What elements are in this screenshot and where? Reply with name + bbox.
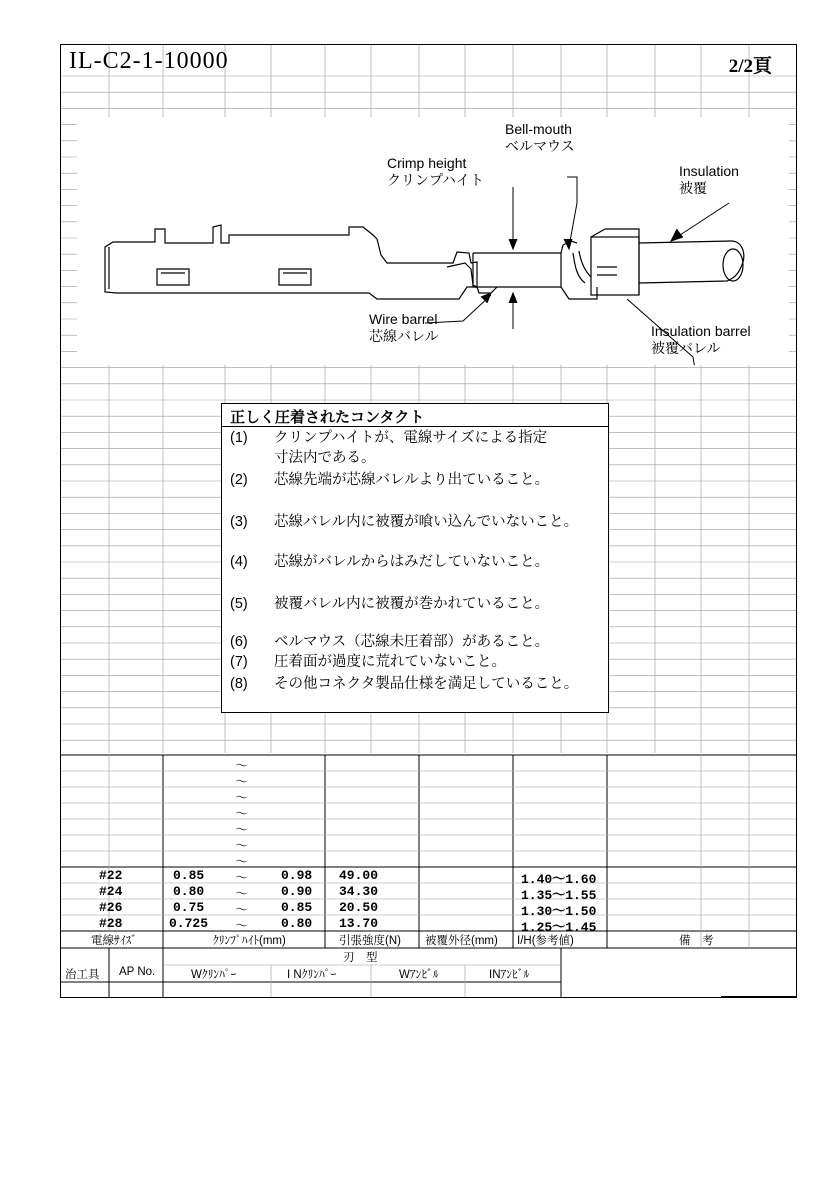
wire-size: #22	[99, 868, 123, 883]
range-tilde: ～	[235, 774, 249, 789]
ih-value: 1.25～1.45	[521, 920, 597, 935]
ih-value: 1.35～1.55	[521, 888, 597, 903]
blade-label: 刃 型	[343, 952, 378, 964]
criteria-num: (6)	[230, 634, 248, 650]
crimp-max: 0.98	[281, 868, 313, 883]
crimp-min: 0.75	[173, 900, 205, 915]
criteria-num: (5)	[230, 596, 248, 612]
footer-rule	[721, 996, 797, 997]
criteria-text: 芯線がバレルからはみだしていないこと。	[274, 554, 550, 570]
header-crimp-height: ｸﾘﾝﾌﾟﾊｲﾄ(mm)	[213, 935, 286, 947]
range-tilde: ～	[235, 806, 249, 821]
w-anvil-label: Wｱﾝﾋﾞﾙ	[399, 969, 439, 981]
document-sheet	[60, 44, 797, 998]
ih-value: 1.40～1.60	[521, 872, 597, 887]
criteria-divider	[222, 426, 608, 427]
insulation-barrel-ja: 被覆バレル	[651, 340, 721, 356]
criteria-text: 芯線先端が芯線バレルより出ていること。	[274, 472, 550, 488]
wire-size: #28	[99, 916, 123, 931]
range-tilde: ～	[235, 902, 249, 917]
range-tilde: ～	[235, 886, 249, 901]
criteria-box	[221, 403, 609, 713]
criteria-text: ベルマウス（芯線未圧着部）があること。	[274, 634, 550, 650]
bell-mouth-ja: ベルマウス	[505, 138, 575, 154]
criteria-text: 寸法内である。	[274, 450, 376, 466]
crimp-max: 0.85	[281, 900, 313, 915]
tensile-strength: 13.70	[339, 916, 379, 931]
wire-barrel-ja: 芯線バレル	[369, 328, 439, 344]
criteria-text: 芯線バレル内に被覆が喰い込んでいないこと。	[274, 514, 579, 530]
bell-mouth-en: Bell-mouth	[505, 121, 572, 137]
criteria-text: 被覆バレル内に被覆が巻かれていること。	[274, 596, 550, 612]
range-tilde: ～	[235, 838, 249, 853]
tensile-strength: 20.50	[339, 900, 379, 915]
tensile-strength: 34.30	[339, 884, 379, 899]
criteria-num: (3)	[230, 514, 248, 530]
criteria-text: 圧着面が過度に荒れていないこと。	[274, 654, 506, 670]
crimp-min: 0.725	[169, 916, 209, 931]
wire-barrel-en: Wire barrel	[369, 311, 438, 327]
criteria-text: クリンプハイトが、電線サイズによる指定	[274, 430, 548, 446]
range-tilde: ～	[235, 758, 249, 773]
criteria-num: (8)	[230, 676, 248, 692]
insulation-barrel-label	[651, 323, 751, 357]
wire-size: #26	[99, 900, 123, 915]
range-tilde: ～	[235, 854, 249, 869]
crimp-height-en: Crimp height	[387, 155, 467, 171]
crimp-max: 0.80	[281, 916, 313, 931]
tensile-strength: 49.00	[339, 868, 379, 883]
criteria-num: (1)	[230, 430, 248, 446]
criteria-num: (4)	[230, 554, 248, 570]
page-number: 2/2頁	[728, 56, 772, 77]
crimp-min: 0.85	[173, 868, 205, 883]
insulation-label	[679, 163, 739, 197]
crimp-height-ja: クリンプハイト	[387, 172, 484, 188]
insulation-ja: 被覆	[679, 180, 707, 196]
wire-size: #24	[99, 884, 123, 899]
bell-mouth-label	[505, 121, 575, 155]
in-anvil-label: INｱﾝﾋﾞﾙ	[489, 969, 530, 981]
contact-diagram	[77, 117, 789, 365]
header-insulation-od: 被覆外径(mm)	[425, 935, 498, 947]
criteria-text: その他コネクタ製品仕様を満足していること。	[274, 676, 579, 692]
wire-barrel-label	[369, 311, 439, 345]
w-crimper-label: Wｸﾘﾝﾊﾟｰ	[191, 969, 237, 981]
jig-label: 治工具	[65, 969, 100, 981]
criteria-title: 正しく圧着されたコンタクト	[230, 409, 425, 426]
header-remarks: 備 考	[679, 935, 714, 947]
crimp-min: 0.80	[173, 884, 205, 899]
document-id: IL-C2-1-10000	[69, 48, 229, 74]
ih-value: 1.30～1.50	[521, 904, 597, 919]
range-tilde: ～	[235, 790, 249, 805]
ap-no-label: AP No.	[119, 966, 156, 978]
range-tilde: ～	[235, 822, 249, 837]
range-tilde: ～	[235, 918, 249, 933]
header-wire-size: 電線ｻｲｽﾞ	[91, 935, 137, 947]
header-tensile: 引張強度(N)	[339, 935, 401, 947]
crimp-max: 0.90	[281, 884, 313, 899]
insulation-barrel-en: Insulation barrel	[651, 323, 751, 339]
criteria-num: (2)	[230, 472, 248, 488]
criteria-num: (7)	[230, 654, 248, 670]
header-ih: I/H(参考値)	[517, 935, 574, 947]
insulation-en: Insulation	[679, 163, 739, 179]
in-crimper-label: I Nｸﾘﾝﾊﾟｰ	[287, 969, 337, 981]
range-tilde: ～	[235, 870, 249, 885]
crimp-height-label	[387, 155, 484, 189]
